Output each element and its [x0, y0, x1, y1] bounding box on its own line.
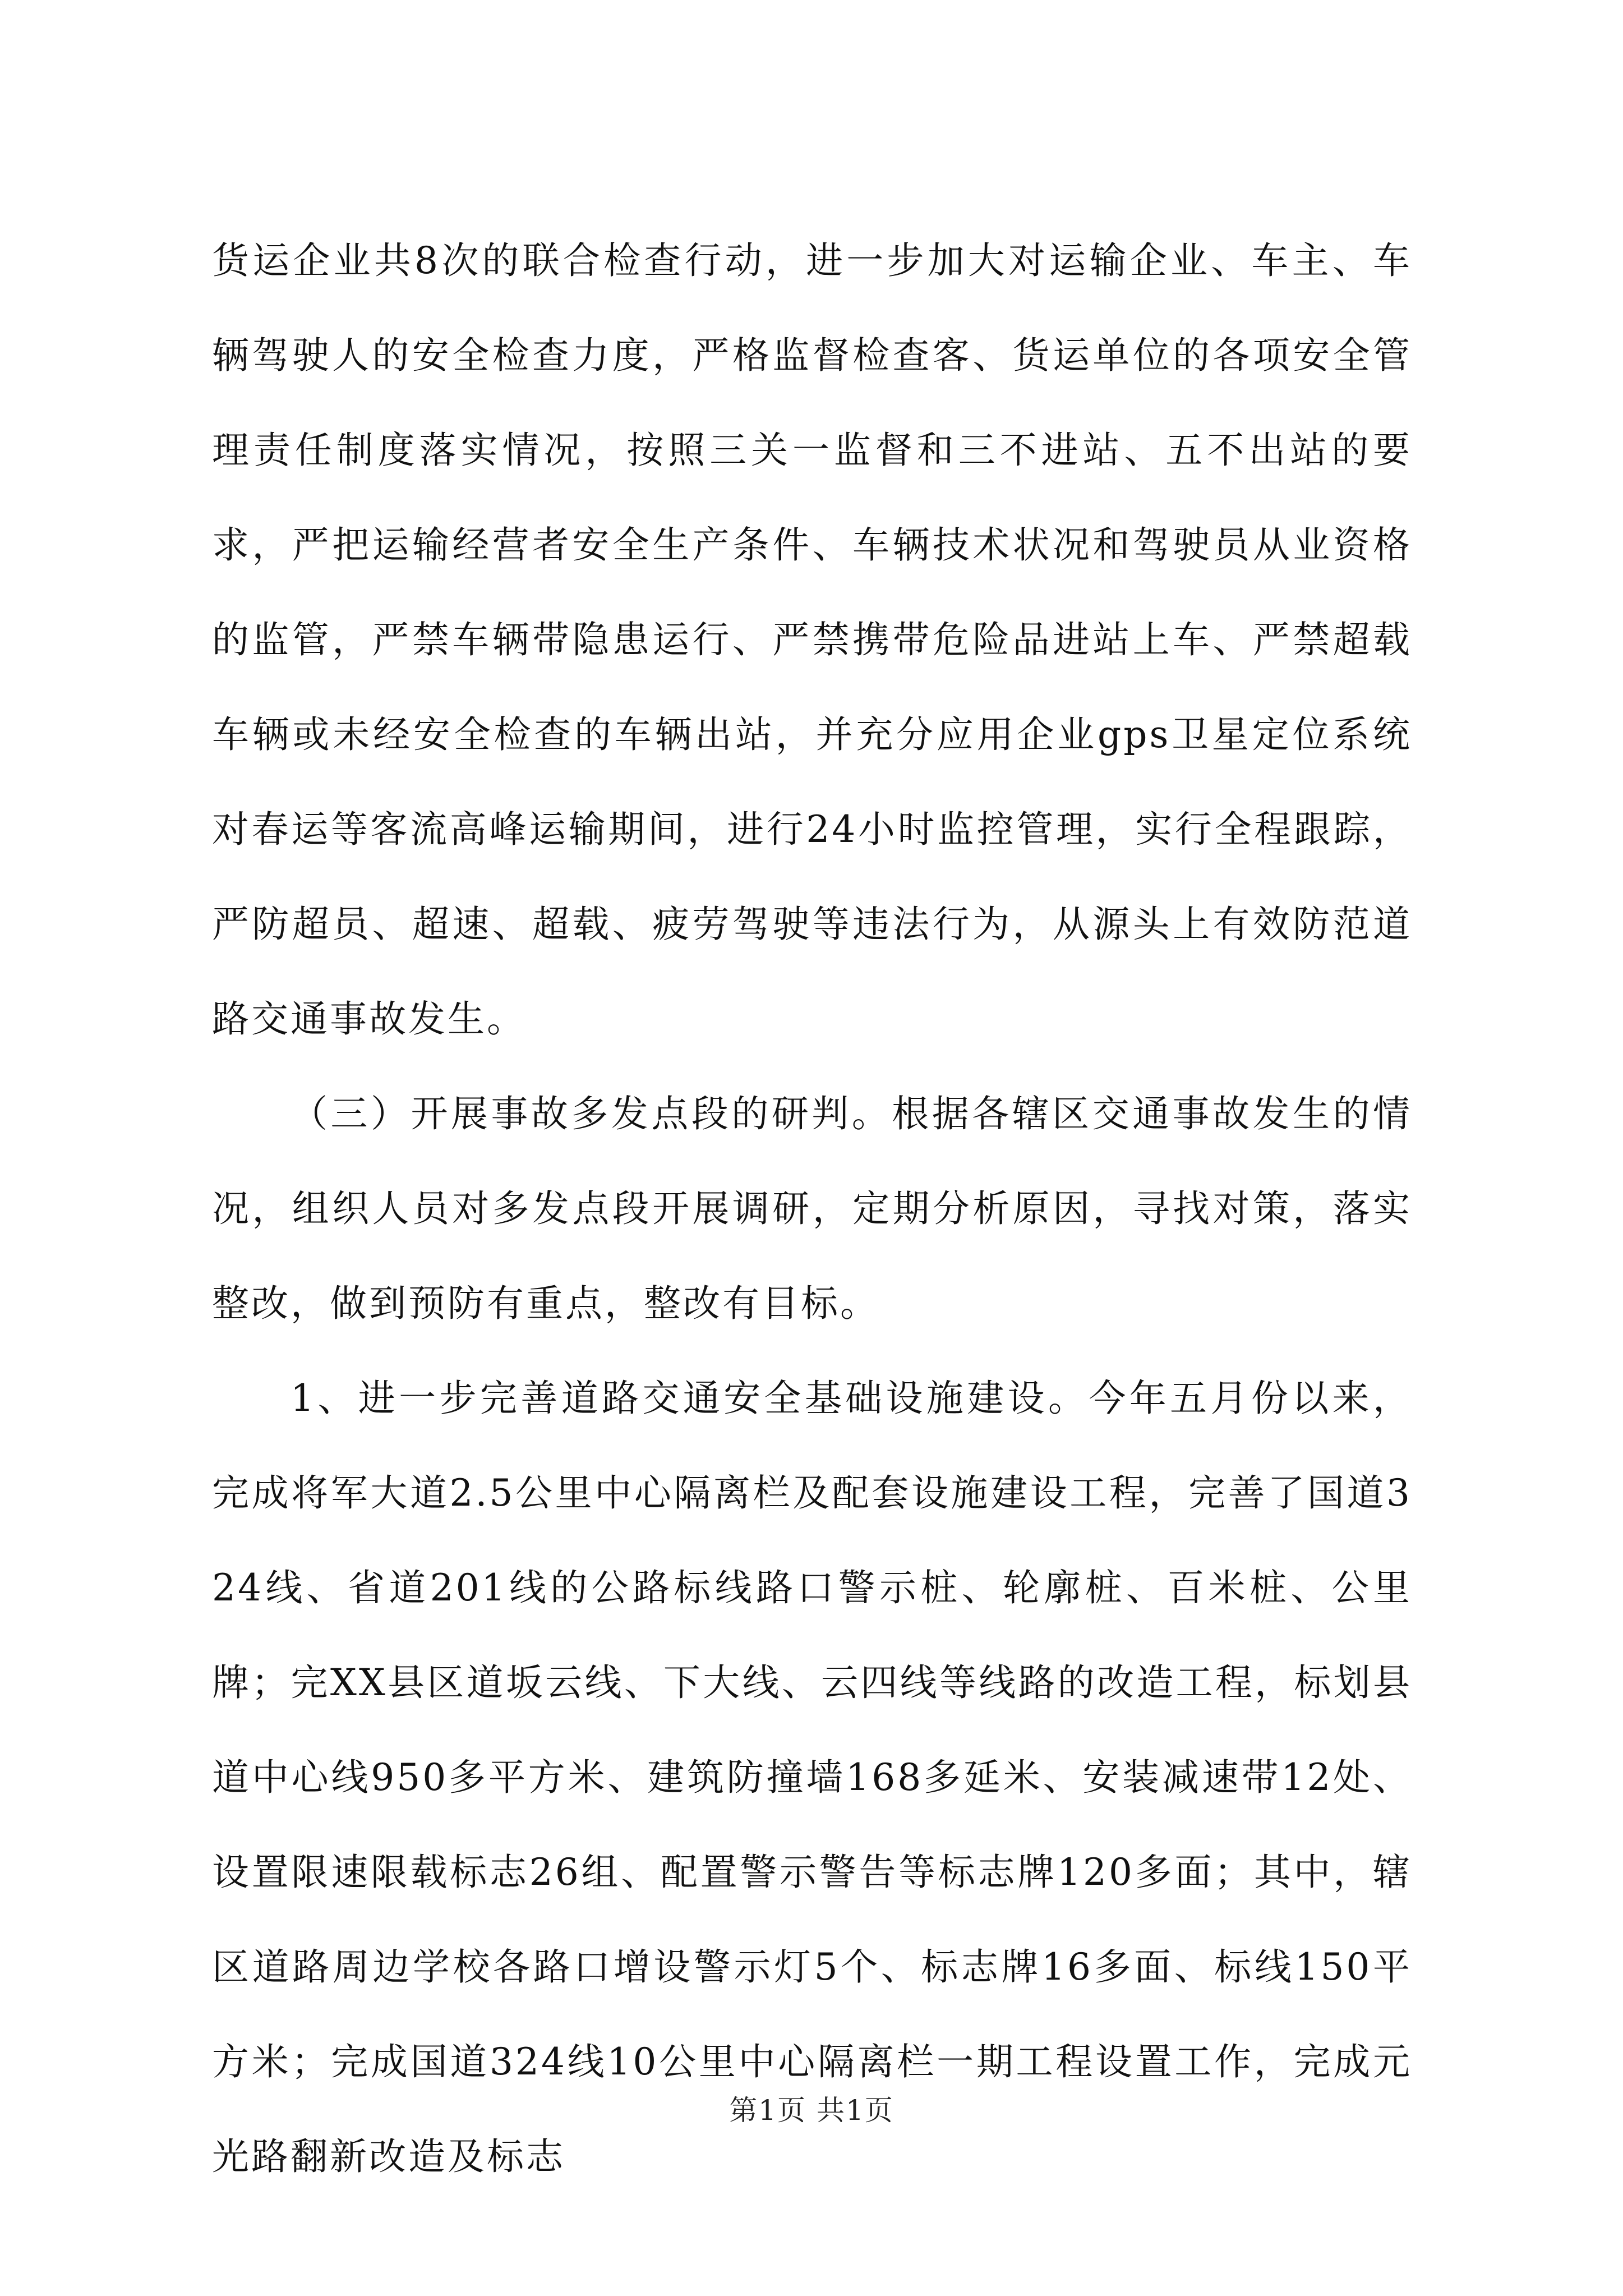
paragraph-2: （三）开展事故多发点段的研判。根据各辖区交通事故发生的情况，组织人员对多发点段开展调研，定期分析原因，寻找对策，落实整改，做到预防有重点，整改有目标。	[212, 1092, 1412, 1325]
paragraph-3: 1、进一步完善道路交通安全基础设施建设。今年五月份以来，完成将军大道2.5公里中心隔离栏及配套设施建设工程，完善了国道324线、省道201线的公路标线路口警示桩、轮廓桩、百米桩、公里牌；完XX县区道坂云线、下大线、云四线等线路的改造工程，标划县道中心线950多平方米、建筑防撞墙168多延米、安装减速带12处、设置限速限载标志26组、配置警示警告等标志牌120多面；其中，辖区道路周边学校各路口增设警示灯5个、标志牌16多面、标线150平方米；完成国道324线10公里中心隔离栏一期工程设置工作，完成元光路翻新改造及标志	[212, 1377, 1412, 2178]
document-body	[212, 213, 1412, 2204]
paragraph-1: 货运企业共8次的联合检查行动，进一步加大对运输企业、车主、车辆驾驶人的安全检查力度，严格监督检查客、货运单位的各项安全管理责任制度落实情况，按照三关一监督和三不进站、五不出站的要求，严把运输经营者安全生产条件、车辆技术状况和驾驶员从业资格的监管，严禁车辆带隐患运行、严禁携带危险品进站上车、严禁超载车辆或未经安全检查的车辆出站，并充分应用企业gps卫星定位系统对春运等客流高峰运输期间，进行24小时监控管理，实行全程跟踪，严防超员、超速、超载、疲劳驾驶等违法行为，从源头上有效防范道路交通事故发生。	[212, 239, 1412, 1041]
page-footer: 第1页 共1页	[729, 2094, 894, 2127]
